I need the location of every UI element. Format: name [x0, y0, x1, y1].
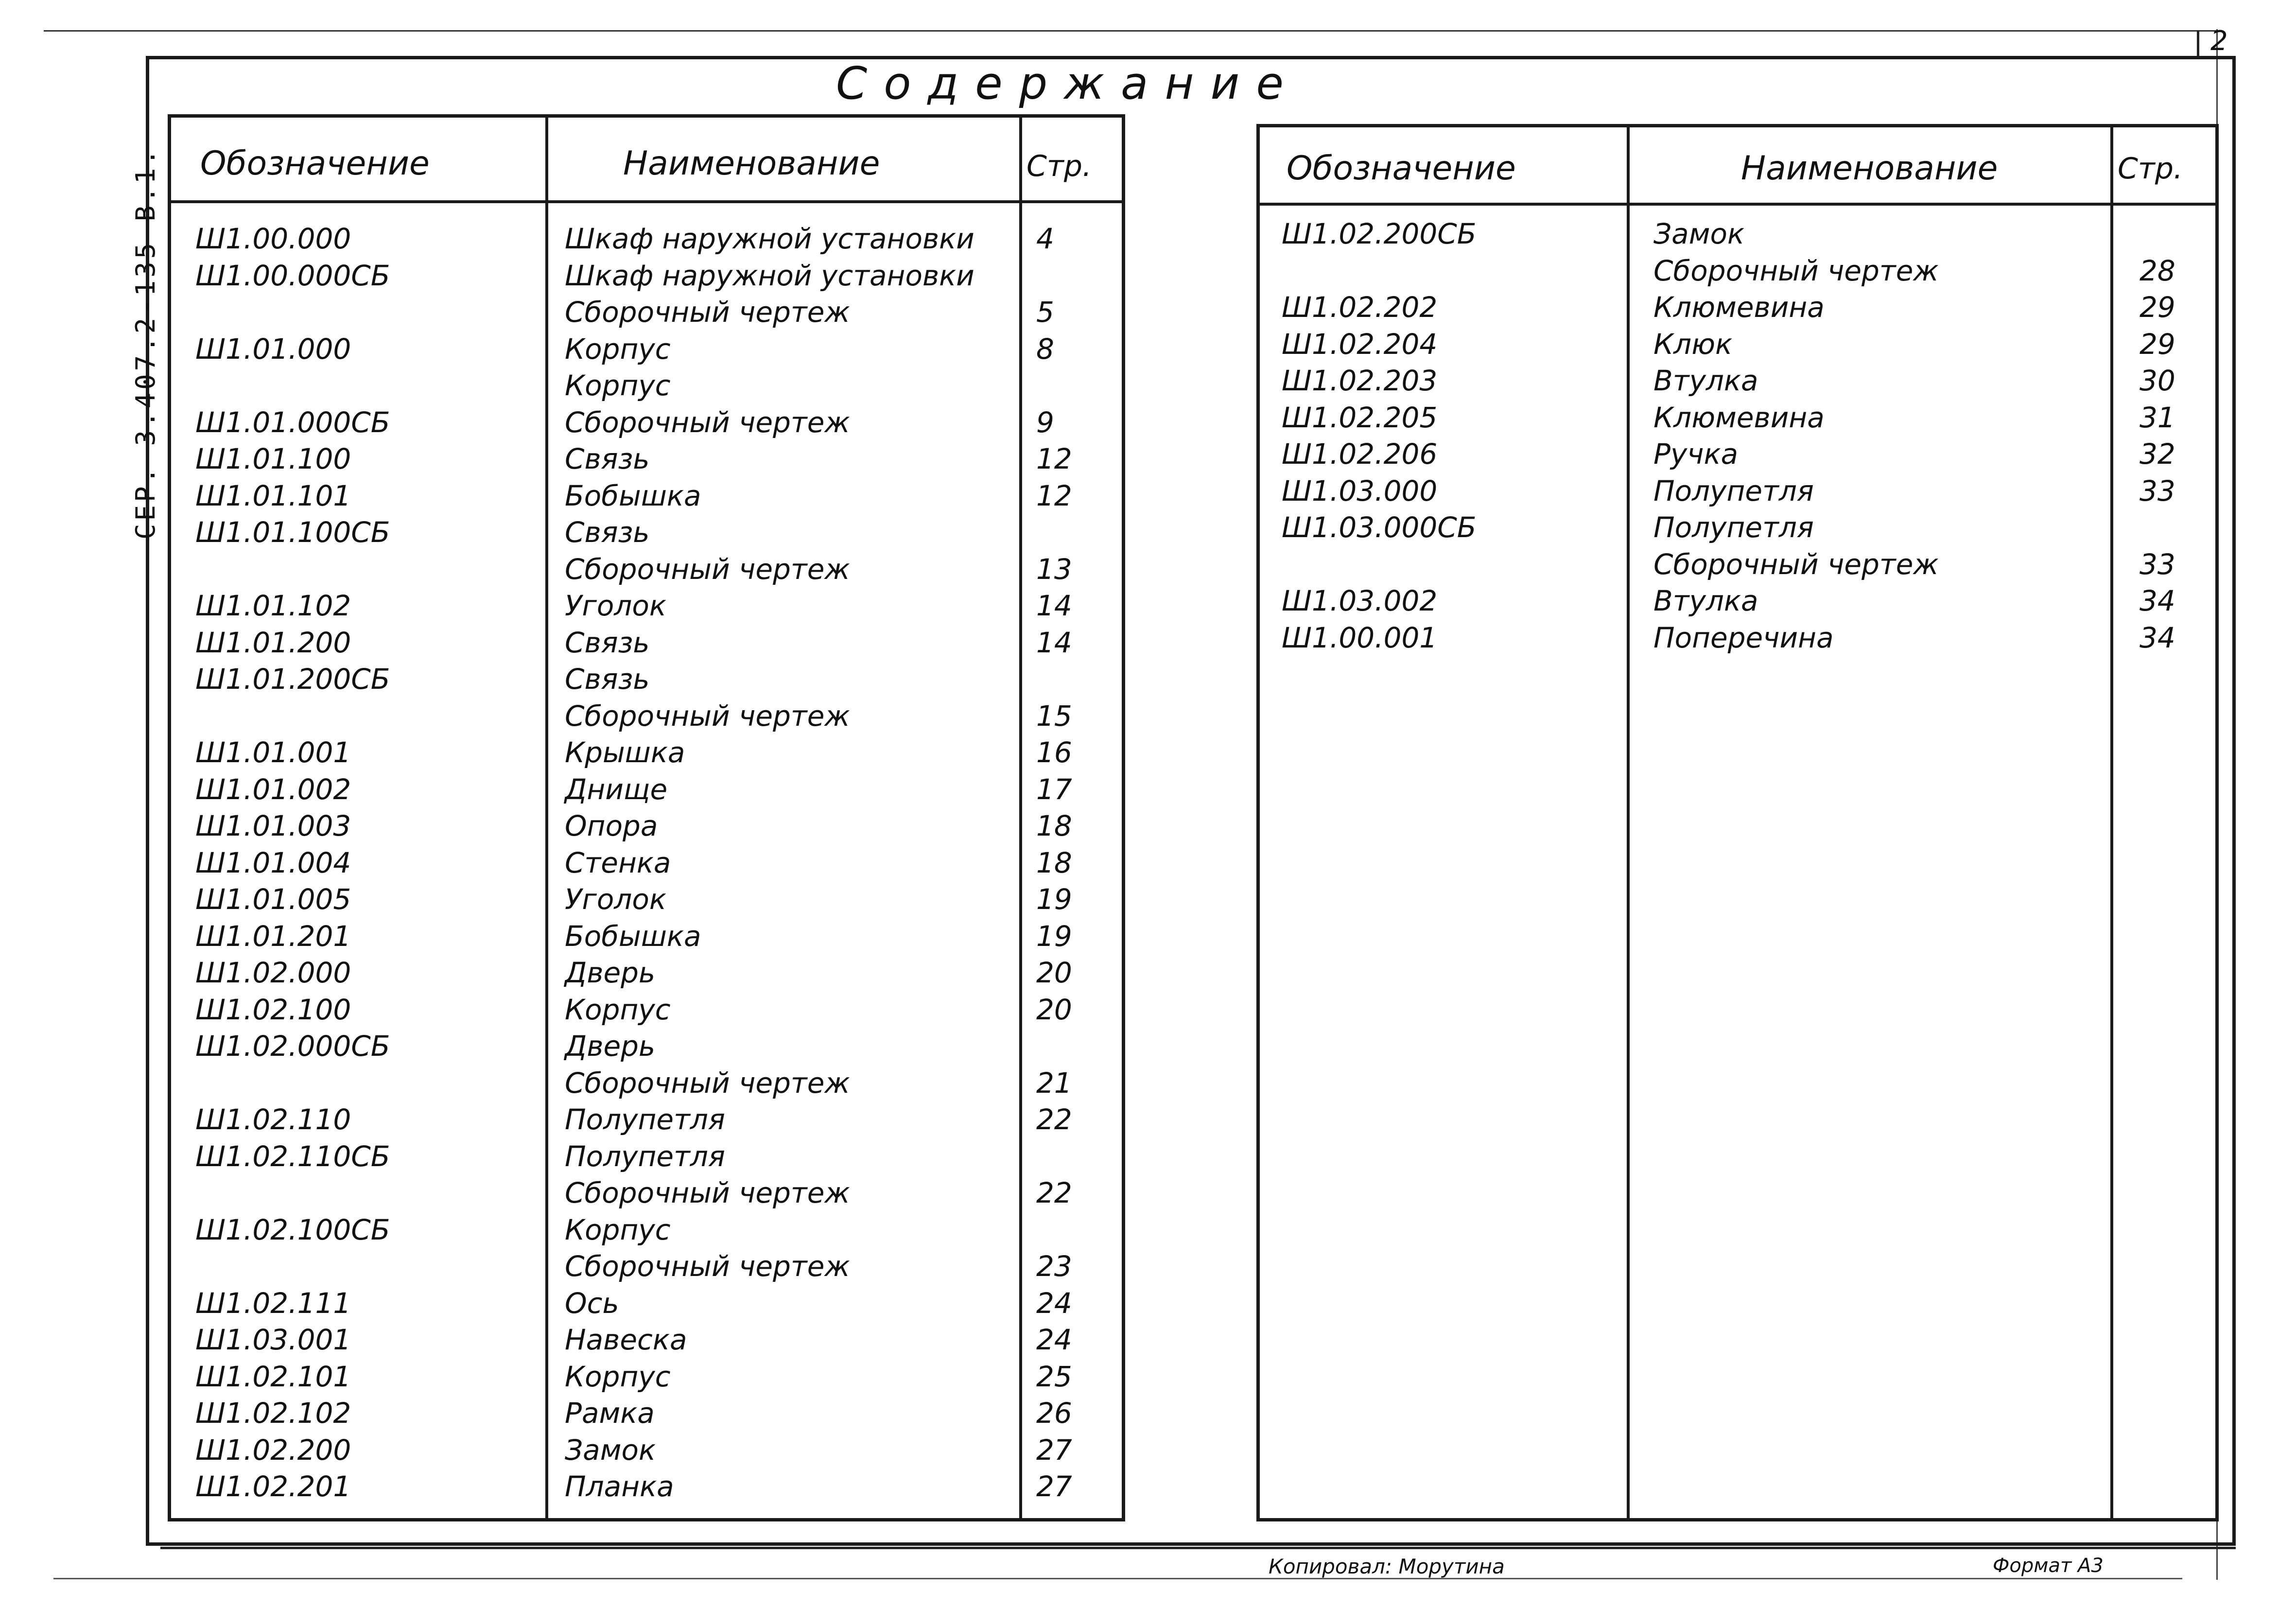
- row-page: 24: [1036, 1286, 1072, 1320]
- row-designation: Ш1.01.000СБ: [195, 405, 390, 439]
- row-designation: Ш1.02.202: [1282, 291, 1438, 324]
- table-row: [171, 883, 1122, 919]
- row-designation: Ш1.01.000: [195, 332, 351, 366]
- row-page: 30: [2139, 364, 2175, 397]
- row-page: 20: [1036, 956, 1072, 989]
- row-name: Бобышка: [565, 919, 701, 953]
- row-name: Сборочный чертеж: [565, 699, 850, 733]
- row-designation: Ш1.02.204: [1282, 327, 1438, 361]
- table-row: [171, 589, 1122, 626]
- table-row: [1260, 621, 2215, 658]
- row-page: 23: [1036, 1250, 1072, 1283]
- table-row: [171, 296, 1122, 332]
- row-page: 27: [1036, 1470, 1072, 1503]
- row-name: Сборочный чертеж: [565, 1176, 850, 1209]
- row-name: Бобышка: [565, 479, 701, 512]
- row-name: Стенка: [565, 846, 671, 879]
- row-name: Уголок: [565, 883, 666, 916]
- row-designation: Ш1.01.004: [195, 846, 351, 879]
- row-name: Уголок: [565, 589, 666, 622]
- page-title: Содержание: [836, 57, 1300, 109]
- row-name: Сборочный чертеж: [565, 552, 850, 586]
- header-name: Наименование: [623, 144, 880, 183]
- row-name: Клюк: [1653, 327, 1733, 361]
- bottom-border-line: [53, 1578, 2182, 1579]
- header-name: Наименование: [1741, 149, 1998, 188]
- table-row: [171, 1287, 1122, 1323]
- table-row: [171, 993, 1122, 1030]
- row-name: Крышка: [565, 736, 685, 769]
- table-row: [171, 332, 1122, 369]
- row-designation: Ш1.01.201: [195, 919, 351, 953]
- row-name: Дверь: [565, 1030, 656, 1063]
- row-page: 5: [1036, 296, 1054, 329]
- top-border-line: [44, 30, 2221, 32]
- row-designation: Ш1.00.000СБ: [195, 259, 390, 292]
- row-designation: Ш1.01.101: [195, 479, 351, 512]
- table-row: [1260, 437, 2215, 474]
- row-name: Связь: [565, 626, 650, 659]
- row-designation: Ш1.00.000: [195, 222, 351, 255]
- table-row: [171, 736, 1122, 772]
- row-page: 27: [1036, 1433, 1072, 1467]
- row-name: Полупетля: [565, 1139, 725, 1173]
- row-designation: Ш1.02.100: [195, 993, 351, 1026]
- table-row: [1260, 328, 2215, 364]
- row-designation: Ш1.03.000: [1282, 474, 1438, 507]
- table-row: [171, 626, 1122, 663]
- table-row: [171, 1066, 1122, 1103]
- table-row: [1260, 511, 2215, 547]
- row-name: Связь: [565, 516, 650, 549]
- row-name: Сборочный чертеж: [1653, 254, 1939, 287]
- frame-bottom-line: [160, 1547, 2236, 1549]
- table-row: [171, 516, 1122, 552]
- row-designation: Ш1.01.001: [195, 736, 351, 769]
- row-name: Навеска: [565, 1323, 687, 1356]
- row-designation: Ш1.01.005: [195, 883, 351, 916]
- row-page: 24: [1036, 1323, 1072, 1356]
- row-page: 8: [1036, 332, 1054, 366]
- row-designation: Ш1.01.102: [195, 589, 351, 622]
- row-page: 15: [1036, 699, 1072, 733]
- table-row: [171, 956, 1122, 993]
- row-name: Замок: [565, 1433, 656, 1467]
- table-row: [1260, 254, 2215, 291]
- table-row: [171, 442, 1122, 479]
- table-row: [171, 1103, 1122, 1139]
- row-page: 20: [1036, 993, 1072, 1026]
- row-name: Сборочный чертеж: [565, 1066, 850, 1100]
- row-page: 12: [1036, 442, 1072, 475]
- row-name: Ручка: [1653, 437, 1739, 471]
- row-page: 14: [1036, 589, 1072, 622]
- footer-checked-by: Копировал: Морутина: [1269, 1555, 1505, 1578]
- table-row: [171, 222, 1122, 259]
- table-row: [171, 920, 1122, 956]
- row-designation: Ш1.02.100СБ: [195, 1213, 390, 1246]
- row-name: Корпус: [565, 1360, 671, 1393]
- table-row: [171, 479, 1122, 516]
- row-page: 33: [2139, 547, 2175, 581]
- series-code: СЕР. 3.407.2-135 В.1.: [130, 146, 161, 540]
- row-name: Поперечина: [1653, 621, 1834, 654]
- row-page: 18: [1036, 809, 1072, 842]
- table-row: [171, 1323, 1122, 1360]
- table-row: [171, 773, 1122, 809]
- row-page: 22: [1036, 1103, 1072, 1136]
- row-designation: Ш1.01.100: [195, 442, 351, 475]
- row-designation: Ш1.01.200: [195, 626, 351, 659]
- header-designation: Обозначение: [200, 144, 430, 183]
- table-row: [171, 1213, 1122, 1250]
- row-designation: Ш1.02.000СБ: [195, 1030, 390, 1063]
- row-page: 4: [1036, 222, 1054, 255]
- row-designation: Ш1.02.101: [195, 1360, 351, 1393]
- row-name: Замок: [1653, 217, 1744, 250]
- table-row: [171, 809, 1122, 846]
- row-name: Связь: [565, 663, 650, 696]
- row-name: Клюмевина: [1653, 401, 1825, 434]
- row-name: Сборочный чертеж: [565, 296, 850, 329]
- table-row: [1260, 364, 2215, 401]
- row-designation: Ш1.02.110СБ: [195, 1139, 390, 1173]
- row-page: 12: [1036, 479, 1072, 512]
- row-designation: Ш1.02.102: [195, 1397, 351, 1430]
- row-name: Шкаф наружной установки: [565, 259, 974, 292]
- row-name: Корпус: [565, 993, 671, 1026]
- row-name: Корпус: [565, 332, 671, 366]
- table-row: [1260, 474, 2215, 511]
- table-row: [171, 1360, 1122, 1397]
- contents-table-left: [168, 114, 1125, 1521]
- row-page: 22: [1036, 1176, 1072, 1209]
- row-page: 19: [1036, 883, 1072, 916]
- row-designation: Ш1.02.000: [195, 956, 351, 989]
- table-row: [171, 406, 1122, 442]
- row-designation: Ш1.02.110: [195, 1103, 351, 1136]
- row-page: 29: [2139, 327, 2175, 361]
- row-name: Планка: [565, 1470, 674, 1503]
- table-row: [171, 1470, 1122, 1506]
- table-row: [171, 1250, 1122, 1286]
- row-page: 13: [1036, 552, 1072, 586]
- table-row: [171, 369, 1122, 405]
- table-row: [171, 846, 1122, 883]
- row-designation: Ш1.00.001: [1282, 621, 1438, 654]
- row-page: 26: [1036, 1397, 1072, 1430]
- row-name: Полупетля: [1653, 511, 1814, 544]
- header-page: Стр.: [1026, 149, 1092, 183]
- row-designation: Ш1.03.000СБ: [1282, 511, 1477, 544]
- table-row: [1260, 401, 2215, 437]
- table-row: [1260, 291, 2215, 327]
- row-name: Рамка: [565, 1397, 655, 1430]
- row-page: 9: [1036, 405, 1054, 439]
- row-page: 33: [2139, 474, 2175, 507]
- row-designation: Ш1.03.001: [195, 1323, 351, 1356]
- table-row: [1260, 217, 2215, 254]
- row-designation: Ш1.01.200СБ: [195, 663, 390, 696]
- row-name: Ось: [565, 1286, 619, 1320]
- table-row: [1260, 584, 2215, 621]
- row-name: Связь: [565, 442, 650, 475]
- contents-table-right: [1256, 124, 2219, 1521]
- row-page: 21: [1036, 1066, 1072, 1100]
- row-page: 14: [1036, 626, 1072, 659]
- row-name: Сборочный чертеж: [1653, 547, 1939, 581]
- table-row: [171, 259, 1122, 296]
- row-page: 34: [2139, 584, 2175, 617]
- row-designation: Ш1.02.200: [195, 1433, 351, 1467]
- table-row: [171, 1140, 1122, 1176]
- table-row: [171, 1030, 1122, 1066]
- table-row: [171, 663, 1122, 699]
- header-page: Стр.: [2118, 152, 2183, 186]
- footer-format: Формат А3: [1993, 1555, 2104, 1577]
- row-designation: Ш1.02.206: [1282, 437, 1438, 471]
- table-row: [171, 1176, 1122, 1213]
- row-name: Дверь: [565, 956, 656, 989]
- row-page: 31: [2139, 401, 2175, 434]
- table-row: [171, 553, 1122, 589]
- row-page: 16: [1036, 736, 1072, 769]
- row-name: Втулка: [1653, 364, 1758, 397]
- row-name: Сборочный чертеж: [565, 405, 850, 439]
- row-page: 18: [1036, 846, 1072, 879]
- row-name: Шкаф наружной установки: [565, 222, 974, 255]
- row-designation: Ш1.02.205: [1282, 401, 1438, 434]
- row-designation: Ш1.03.002: [1282, 584, 1438, 617]
- row-designation: Ш1.02.111: [195, 1286, 351, 1320]
- table-row: [171, 1433, 1122, 1470]
- row-name: Днище: [565, 772, 668, 806]
- row-name: Полупетля: [565, 1103, 725, 1136]
- row-name: Корпус: [565, 1213, 671, 1246]
- row-page: 34: [2139, 621, 2175, 654]
- header-designation: Обозначение: [1287, 149, 1516, 188]
- row-name: Сборочный чертеж: [565, 1250, 850, 1283]
- row-designation: Ш1.01.003: [195, 809, 351, 842]
- row-name: Корпус: [565, 369, 671, 402]
- row-page: 19: [1036, 919, 1072, 953]
- table-row: [171, 699, 1122, 736]
- header-divider: [171, 200, 1122, 203]
- row-designation: Ш1.02.201: [195, 1470, 351, 1503]
- table-row: [1260, 548, 2215, 584]
- table-row: [171, 1397, 1122, 1433]
- row-name: Полупетля: [1653, 474, 1814, 507]
- row-name: Опора: [565, 809, 658, 842]
- row-designation: Ш1.02.203: [1282, 364, 1438, 397]
- row-name: Втулка: [1653, 584, 1758, 617]
- row-page: 29: [2139, 291, 2175, 324]
- row-page: 25: [1036, 1360, 1072, 1393]
- row-name: Клюмевина: [1653, 291, 1825, 324]
- row-page: 17: [1036, 772, 1072, 806]
- header-divider: [1260, 203, 2215, 206]
- row-designation: Ш1.01.100СБ: [195, 516, 390, 549]
- sheet-number: 2: [2210, 25, 2228, 57]
- row-designation: Ш1.01.002: [195, 772, 351, 806]
- row-page: 28: [2139, 254, 2175, 287]
- row-designation: Ш1.02.200СБ: [1282, 217, 1477, 250]
- row-page: 32: [2139, 437, 2175, 471]
